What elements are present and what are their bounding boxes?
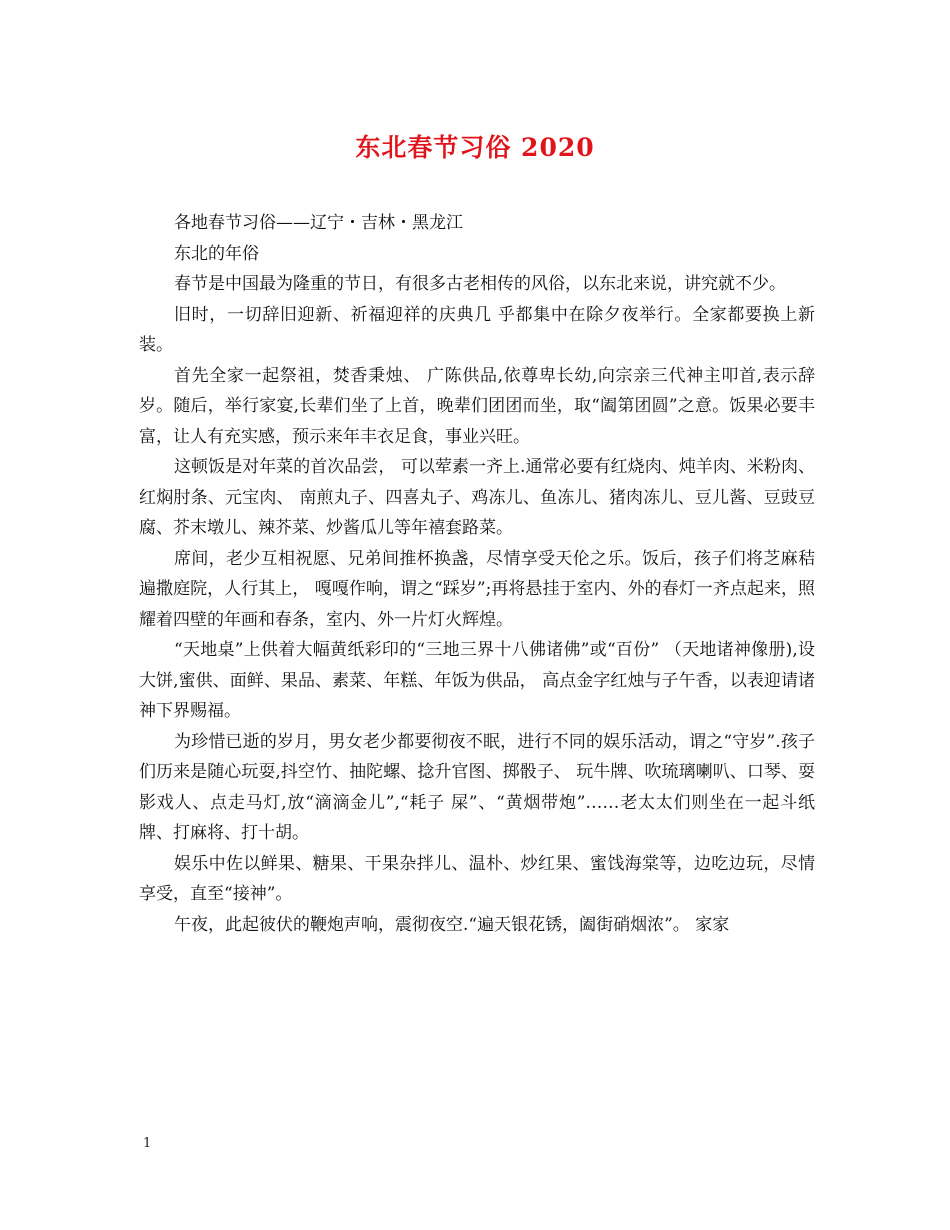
document-title: 东北春节习俗 2020 [355,133,595,162]
paragraph: 这顿饭是对年菜的首次品尝， 可以荤素一齐上.通常必要有红烧肉、炖羊肉、米粉肉、红焖肘条、元宝肉、 南煎丸子、四喜丸子、鸡冻儿、鱼冻儿、猪肉冻儿、豆儿酱、豆豉豆腐、芥末墩儿、辣芥菜、炒酱瓜儿等年禧套路菜。 [139,457,815,538]
paragraph-regions: 各地春节习俗——辽宁・吉林・黑龙江 [174,213,463,233]
paragraph: 为珍惜已逝的岁月，男女老少都要彻夜不眠，进行不同的娱乐活动，谓之“守岁”.孩子们历来是随心玩耍,抖空竹、抽陀螺、捻升官图、掷骰子、 玩牛牌、吹琉璃喇叭、口琴、耍影戏人、点走马灯,放“滴滴金儿”,“耗子 屎”、“黄烟带炮”……老太太们则坐在一起斗纸牌、打麻将、打十胡。 [139,731,815,843]
paragraph: 旧时，一切辞旧迎新、祈福迎祥的庆典几 乎都集中在除夕夜举行。全家都要换上新装。 [139,304,815,355]
paragraph: 首先全家一起祭祖，焚香秉烛、 广陈供品,依尊卑长幼,向宗亲三代神主叩首,表示辞岁。随后，举行家宴,长辈们坐了上首，晚辈们团团而坐，取“阖第团圆”之意。饭果必要丰富，让人有充实感，预示来年丰衣足食，事业兴旺。 [139,365,815,447]
document-body [139,208,815,940]
paragraph: 席间，老少互相祝愿、兄弟间推杯换盏，尽情享受天伦之乐。饭后，孩子们将芝麻秸遍撒庭院，人行其上， 嘎嘎作响，谓之“踩岁”;再将悬挂于室内、外的春灯一齐点起来，照耀着四壁的年画和春条，室内、外一片灯火辉煌。 [139,548,815,630]
paragraph: 娱乐中佐以鲜果、糖果、干果杂拌儿、温朴、炒红果、蜜饯海棠等，边吃边玩，尽情享受，直至“接神”。 [139,853,815,904]
page-number: 1 [143,1136,152,1151]
paragraph: 春节是中国最为隆重的节日，有很多古老相传的风俗，以东北来说，讲究就不少。 [174,274,786,294]
paragraph: 午夜，此起彼伏的鞭炮声响，震彻夜空.“遍天银花锈，阖街硝烟浓”。 家家 [174,914,730,935]
paragraph: “天地桌”上供着大幅黄纸彩印的“三地三界十八佛诸佛”或“百份” （天地诸神像册),设大饼,蜜供、面鲜、果品、素菜、年糕、年饭为供品， 高点金字红烛与子午香，以表迎请诸神下界赐福。 [139,640,815,721]
paragraph-subtitle: 东北的年俗 [174,243,259,264]
